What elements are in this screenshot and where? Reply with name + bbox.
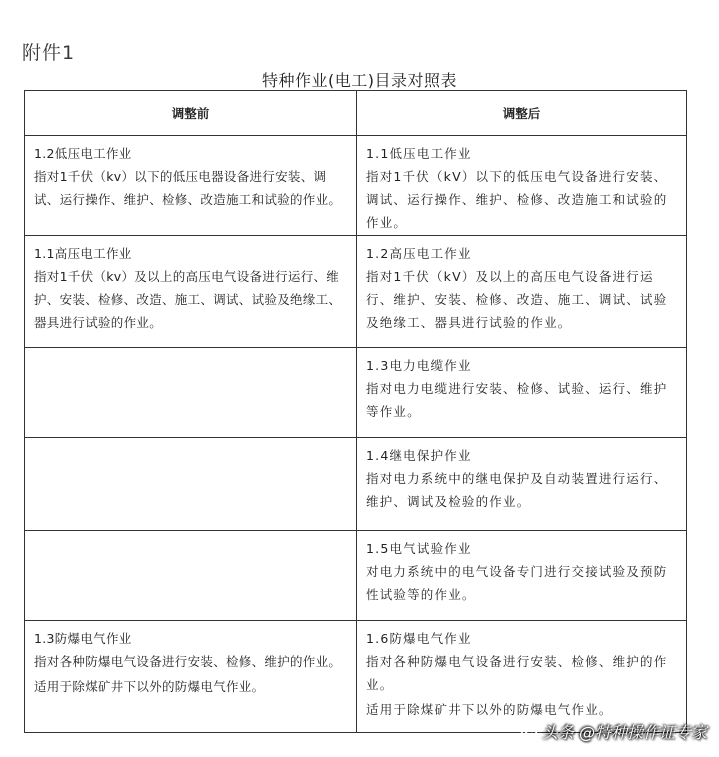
item-desc: 指对电力系统中的继电保护及自动装置进行运行、维护、调试及检验的作业。 xyxy=(366,471,668,509)
item-title: 1.3防爆电气作业 xyxy=(34,631,132,646)
comparison-table xyxy=(24,90,687,733)
item-title: 1.2低压电工作业 xyxy=(34,146,132,161)
attachment-label: 附件1 xyxy=(22,42,76,64)
item-note: 适用于除煤矿井下以外的防爆电气作业。 xyxy=(366,702,613,717)
cell-before-empty xyxy=(25,438,357,531)
table-row xyxy=(25,531,687,621)
item-note: 适用于除煤矿井下以外的防爆电气作业。 xyxy=(34,679,265,694)
cell-after xyxy=(357,621,687,733)
table-row xyxy=(25,621,687,733)
watermark xyxy=(520,720,707,743)
table-row xyxy=(25,236,687,348)
toutiao-logo-icon xyxy=(520,723,538,741)
cell-after xyxy=(357,531,687,621)
item-title: 1.1低压电工作业 xyxy=(366,146,472,161)
table-row xyxy=(25,348,687,438)
header-before: 调整前 xyxy=(25,91,357,136)
table-header-row xyxy=(25,91,687,136)
cell-before xyxy=(25,236,357,348)
table-row xyxy=(25,136,687,236)
header-after: 调整后 xyxy=(357,91,687,136)
item-desc: 指对各种防爆电气设备进行安装、检修、维护的作业。 xyxy=(34,654,342,669)
item-desc: 指对各种防爆电气设备进行安装、检修、维护的作业。 xyxy=(366,654,668,692)
document-title: 特种作业(电工)目录对照表 xyxy=(262,71,457,90)
item-title: 1.6防爆电气作业 xyxy=(366,631,472,646)
cell-after xyxy=(357,136,687,236)
cell-after xyxy=(357,438,687,531)
item-desc: 指对1千伏（kV）及以上的高压电气设备进行运行、维护、安装、检修、改造、施工、调试、试验及绝缘工、器具进行试验的作业。 xyxy=(366,269,668,330)
item-desc: 指对1千伏（kv）以下的低压电器设备进行安装、调试、运行操作、维护、检修、改造施工和试验的作业。 xyxy=(34,169,342,207)
cell-after xyxy=(357,236,687,348)
item-title: 1.1高压电工作业 xyxy=(34,246,132,261)
cell-after xyxy=(357,348,687,438)
item-desc: 指对1千伏（kv）及以上的高压电气设备进行运行、维护、安装、检修、改造、施工、调试、试验及绝缘工、器具进行试验的作业。 xyxy=(34,269,342,330)
cell-before xyxy=(25,621,357,733)
item-title: 1.3电力电缆作业 xyxy=(366,358,472,373)
item-desc: 指对1千伏（kV）以下的低压电气设备进行安装、调试、运行操作、维护、检修、改造施工和试验的作业。 xyxy=(366,169,668,230)
item-title: 1.4继电保护作业 xyxy=(366,448,472,463)
cell-before-empty xyxy=(25,531,357,621)
watermark-text: 头条 @特种操作证专家 xyxy=(541,723,707,742)
item-title: 1.5电气试验作业 xyxy=(366,541,472,556)
item-title: 1.2高压电工作业 xyxy=(366,246,472,261)
cell-before xyxy=(25,136,357,236)
cell-before-empty xyxy=(25,348,357,438)
item-desc: 对电力系统中的电气设备专门进行交接试验及预防性试验等的作业。 xyxy=(366,564,668,602)
item-desc: 指对电力电缆进行安装、检修、试验、运行、维护等作业。 xyxy=(366,381,668,419)
table-row xyxy=(25,438,687,531)
